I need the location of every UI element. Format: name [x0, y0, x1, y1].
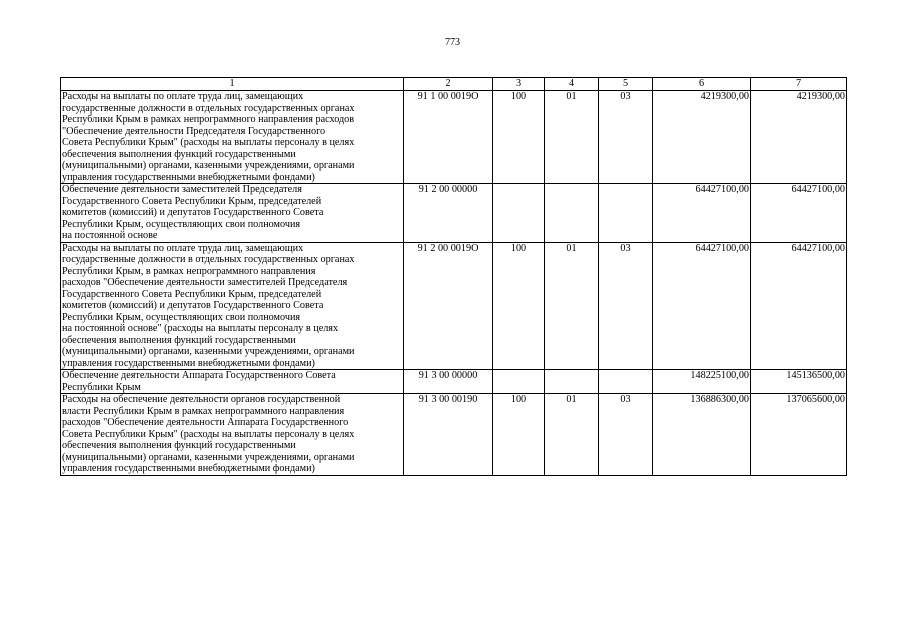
- budget-code: 91 2 00 0019О: [404, 242, 493, 370]
- expense-name: Расходы на обеспечение деятельности органов государственной власти Республики Крым в рамках непрограммного направления расходов "Обеспечение деятельности Аппарата Государственного Совета Республики Крым" (расходы на выплаты персоналу в целях обеспечения выполнения функций государственными (муниципальными) органами, казенными учреждениями, органами управления государственными внебюджетными фондами): [61, 394, 404, 476]
- expense-name: Обеспечение деятельности заместителей Председателя Государственного Совета Республики Крым, председателей комитетов (комиссий) и депутатов Государственного Совета Республики Крым, осуществляющих свои полномочия на постоянной основе: [61, 184, 404, 243]
- column-header-1: 1: [61, 78, 404, 91]
- table-row: [61, 370, 847, 394]
- expense-name: Обеспечение деятельности Аппарата Государственного Совета Республики Крым: [61, 370, 404, 394]
- column-header-3: 3: [493, 78, 545, 91]
- budget-code: 91 3 00 00000: [404, 370, 493, 394]
- table-row: [61, 242, 847, 370]
- expense-name: Расходы на выплаты по оплате труда лиц, замещающих государственные должности в отдельных государственных органах Республики Крым в рамках непрограммного направления расходов "Обеспечение деятельности Председателя Государственного Совета Республики Крым" (расходы на выплаты персоналу в целях обеспечения выполнения функций государственными (муниципальными) органами, казенными учреждениями, органами управления государственными внебюджетными фондами): [61, 91, 404, 184]
- column-header-4: 4: [545, 78, 599, 91]
- budget-table: [60, 77, 847, 476]
- amount-col6: 148225100,00: [653, 370, 751, 394]
- column-header-7: 7: [751, 78, 847, 91]
- subsection-code: 03: [599, 394, 653, 476]
- header-row: [61, 78, 847, 91]
- section-code: 01: [545, 91, 599, 184]
- section-code: [545, 370, 599, 394]
- column-header-5: 5: [599, 78, 653, 91]
- amount-col7: 137065600,00: [751, 394, 847, 476]
- amount-col7: 64427100,00: [751, 242, 847, 370]
- amount-col6: 64427100,00: [653, 184, 751, 243]
- column-header-2: 2: [404, 78, 493, 91]
- column-header-6: 6: [653, 78, 751, 91]
- table-row: [61, 184, 847, 243]
- table-row: [61, 394, 847, 476]
- subsection-code: [599, 184, 653, 243]
- subsection-code: 03: [599, 242, 653, 370]
- expense-name: Расходы на выплаты по оплате труда лиц, замещающих государственные должности в отдельных государственных органах Республики Крым, в рамках непрограммного направления расходов "Обеспечение деятельности заместителей Председателя Государственного Совета Республики Крым, председателей комитетов (комиссий) и депутатов Государственного Совета Республики Крым, осуществляющих свои полномочия на постоянной основе" (расходы на выплаты персоналу в целях обеспечения выполнения функций государственными (муниципальными) органами, казенными учреждениями, органами управления государственными внебюджетными фондами): [61, 242, 404, 370]
- budget-code: 91 3 00 00190: [404, 394, 493, 476]
- amount-col6: 64427100,00: [653, 242, 751, 370]
- section-code: 01: [545, 242, 599, 370]
- amount-col7: 4219300,00: [751, 91, 847, 184]
- table-row: [61, 91, 847, 184]
- amount-col6: 136886300,00: [653, 394, 751, 476]
- page-number: 773: [445, 37, 460, 48]
- budget-code: 91 2 00 00000: [404, 184, 493, 243]
- section-code: [545, 184, 599, 243]
- expense-type-code: [493, 184, 545, 243]
- amount-col7: 64427100,00: [751, 184, 847, 243]
- budget-code: 91 1 00 0019О: [404, 91, 493, 184]
- subsection-code: 03: [599, 91, 653, 184]
- expense-type-code: 100: [493, 242, 545, 370]
- subsection-code: [599, 370, 653, 394]
- expense-type-code: [493, 370, 545, 394]
- section-code: 01: [545, 394, 599, 476]
- expense-type-code: 100: [493, 91, 545, 184]
- amount-col7: 145136500,00: [751, 370, 847, 394]
- amount-col6: 4219300,00: [653, 91, 751, 184]
- expense-type-code: 100: [493, 394, 545, 476]
